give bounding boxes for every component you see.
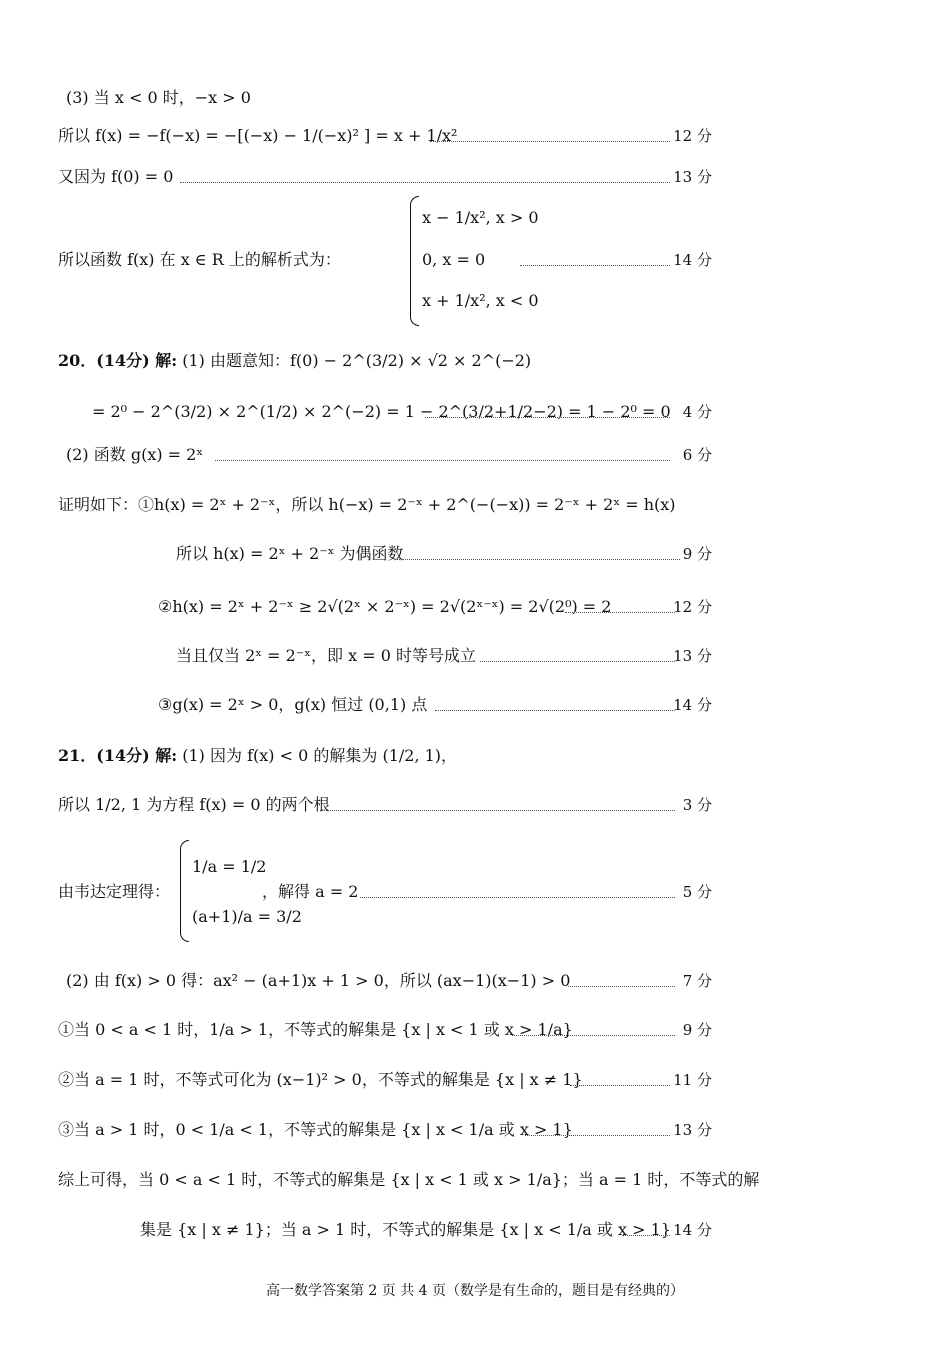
- q20-pass: ③g(x) = 2ˣ > 0，g(x) 恒过 (0,1) 点: [158, 695, 428, 714]
- q20-proof: 证明如下：①h(x) = 2ˣ + 2⁻ˣ，所以 h(−x) = 2⁻ˣ + 2^(−(−x)) = 2⁻ˣ + 2ˣ = h(x): [58, 495, 676, 514]
- leader-dots: [425, 417, 670, 418]
- q21-vieta-lead: 由韦达定理得：: [58, 882, 171, 901]
- q21-summary-2: 集是 {x | x ≠ 1}；当 a > 1 时，不等式的解集是 {x | x < 1/a 或 x > 1}: [140, 1220, 671, 1239]
- score-5: 5 分: [682, 883, 712, 901]
- q21-case1: ①当 0 < a < 1 时，1/a > 1，不等式的解集是 {x | x < 1 或 x > 1/a}: [58, 1020, 573, 1039]
- score-13b: 13 分: [673, 647, 712, 665]
- q20-part1: 20．(14分) 解: (1) 由题意知：f(0) − 2^(3/2) × √2 × 2^(−2): [58, 351, 532, 370]
- score-13: 13 分: [673, 168, 712, 186]
- vieta-eq-2: (a+1)/a = 3/2: [192, 907, 302, 926]
- score-6: 6 分: [682, 446, 712, 464]
- leader-dots: [512, 1035, 675, 1036]
- piecewise-case-2: 0, x = 0: [422, 250, 486, 269]
- leader-dots: [180, 182, 670, 183]
- q21-case3: ③当 a > 1 时，0 < 1/a < 1，不等式的解集是 {x | x < 1/a 或 x > 1}: [58, 1120, 573, 1139]
- piecewise-brace: [410, 196, 419, 326]
- leader-dots: [360, 897, 675, 898]
- leader-dots: [435, 710, 675, 711]
- system-brace: [180, 840, 189, 942]
- p3-line13: 又因为 f(0) = 0: [58, 167, 174, 186]
- q21-part2: (2) 由 f(x) > 0 得：ax² − (a+1)x + 1 > 0，所以 (ax−1)(x−1) > 0: [66, 971, 571, 990]
- q21-roots: 所以 1/2, 1 为方程 f(x) = 0 的两个根: [58, 795, 330, 814]
- q20-even: 所以 h(x) = 2ˣ + 2⁻ˣ 为偶函数: [176, 544, 404, 563]
- p3-line12: 所以 f(x) = −f(−x) = −[(−x) − 1/(−x)² ] = x + 1/x²: [58, 126, 458, 145]
- score-14b: 14 分: [673, 696, 712, 714]
- score-11: 11 分: [673, 1071, 712, 1089]
- score-14c: 14 分: [673, 1221, 712, 1239]
- score-9b: 9 分: [682, 1021, 712, 1039]
- q21-case2: ②当 a = 1 时，不等式可化为 (x−1)² > 0，不等式的解集是 {x | x ≠ 1}: [58, 1070, 583, 1089]
- score-3: 3 分: [682, 796, 712, 814]
- leader-dots: [320, 810, 675, 811]
- piecewise-case-1: x − 1/x², x > 0: [422, 208, 539, 227]
- leader-dots: [520, 265, 670, 266]
- q20-line2: = 2⁰ − 2^(3/2) × 2^(1/2) × 2^(−2) = 1 − 2^(3/2+1/2−2) = 1 − 2⁰ = 0: [92, 402, 671, 421]
- score-13c: 13 分: [673, 1121, 712, 1139]
- piecewise-case-3: x + 1/x², x < 0: [422, 291, 539, 310]
- score-14: 14 分: [673, 251, 712, 269]
- p3-line14-lead: 所以函数 f(x) 在 x ∈ R 上的解析式为：: [58, 250, 341, 269]
- q21-part1: 21．(14分) 解: (1) 因为 f(x) < 0 的解集为 (1/2, 1)，: [58, 746, 458, 765]
- page-footer: 高一数学答案第 2 页 共 4 页（数学是有生命的，题目是有经典的）: [265, 1283, 685, 1299]
- leader-dots: [395, 559, 680, 560]
- leader-dots: [570, 1085, 670, 1086]
- score-4: 4 分: [682, 403, 712, 421]
- q20-inequality: ②h(x) = 2ˣ + 2⁻ˣ ≥ 2√(2ˣ × 2⁻ˣ) = 2√(2ˣ⁻ˣ) = 2√(2⁰) = 2: [158, 597, 612, 616]
- leader-dots: [525, 1135, 670, 1136]
- leader-dots: [215, 460, 670, 461]
- vieta-result: ，解得 a = 2: [262, 882, 359, 901]
- q20-part2: (2) 函数 g(x) = 2ˣ: [66, 445, 204, 464]
- vieta-eq-1: 1/a = 1/2: [192, 857, 267, 876]
- q21-summary-1: 综上可得，当 0 < a < 1 时，不等式的解集是 {x | x < 1 或 x > 1/a}；当 a = 1 时，不等式的解: [58, 1170, 760, 1189]
- score-12: 12 分: [673, 127, 712, 145]
- leader-dots: [480, 661, 675, 662]
- score-12b: 12 分: [673, 598, 712, 616]
- score-7: 7 分: [682, 972, 712, 990]
- leader-dots: [565, 612, 675, 613]
- leader-dots: [430, 141, 670, 142]
- score-9: 9 分: [682, 545, 712, 563]
- p3-intro: (3) 当 x < 0 时，−x > 0: [66, 88, 251, 107]
- leader-dots: [568, 986, 675, 987]
- leader-dots: [622, 1235, 670, 1236]
- q20-equality: 当且仅当 2ˣ = 2⁻ˣ，即 x = 0 时等号成立: [176, 646, 476, 665]
